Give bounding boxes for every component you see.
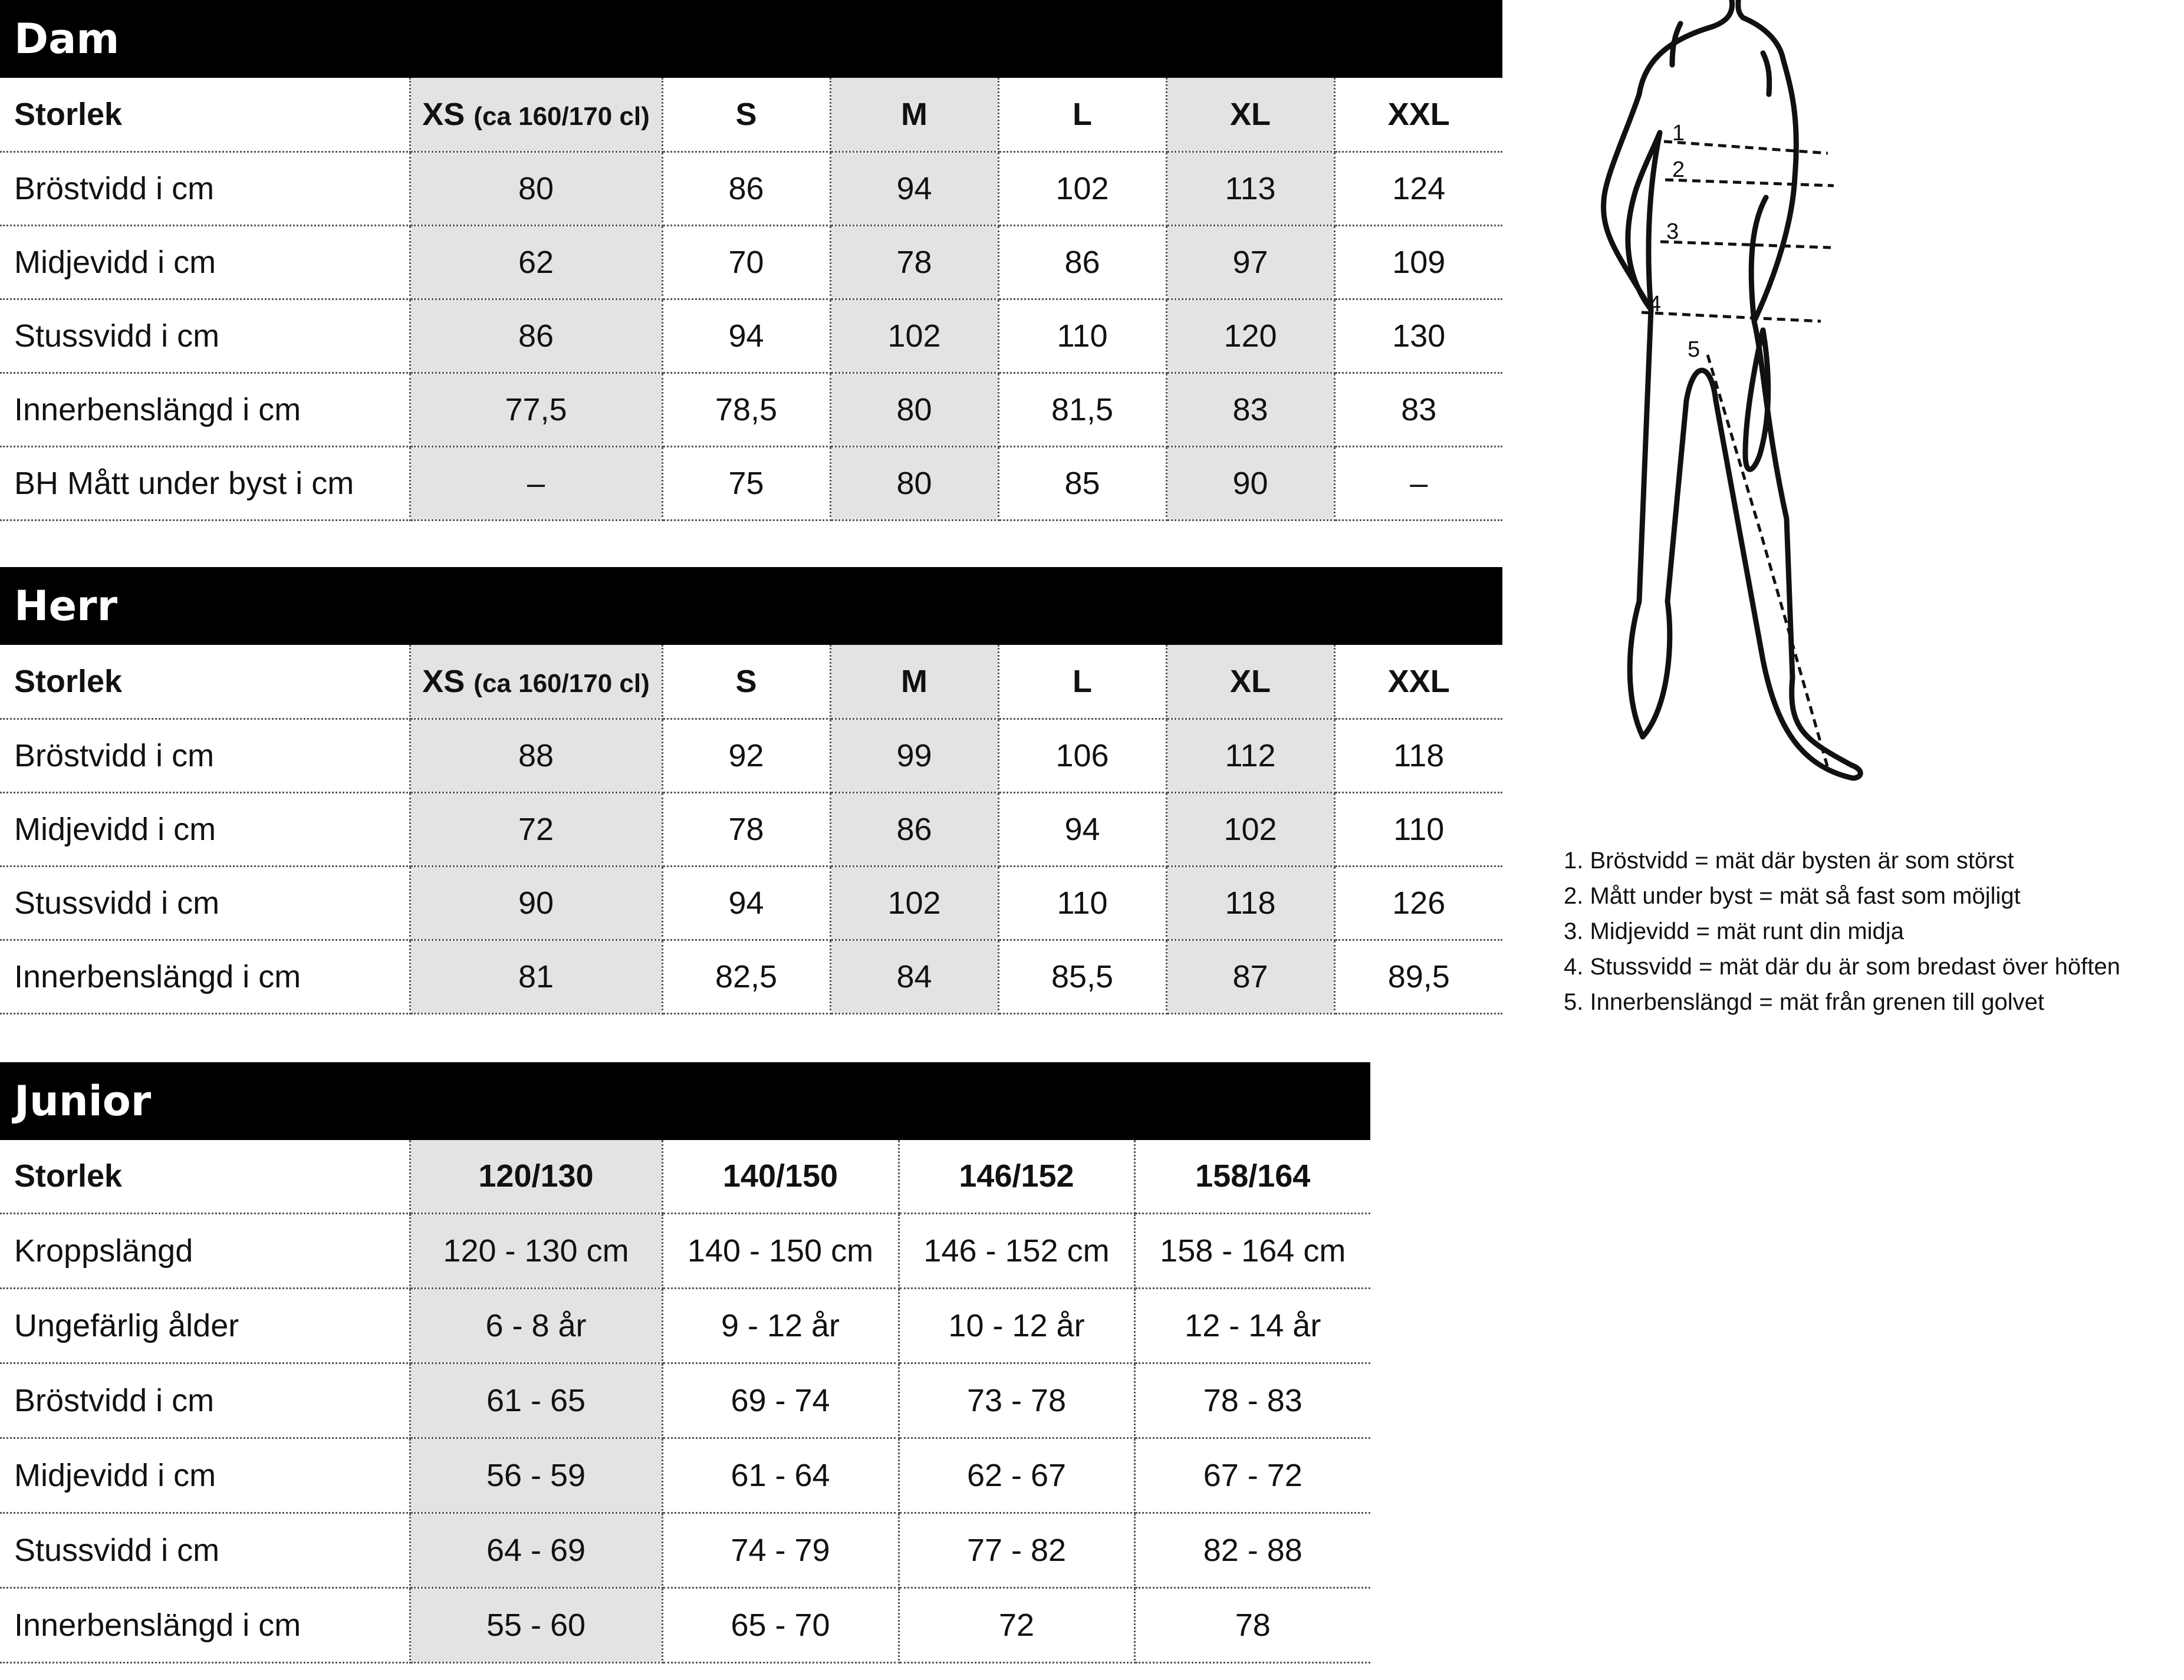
table-cell: 126 [1334,866,1502,940]
size-header: 120/130 [410,1140,662,1213]
table-cell: 69 - 74 [662,1363,899,1438]
legend-item: 2. Mått under byst = mät så fast som möjligt [1564,883,2021,909]
table-cell: 90 [410,866,662,940]
table-cell: 110 [998,866,1166,940]
table-cell: 110 [998,299,1166,373]
table-cell: 77,5 [410,373,662,446]
table-cell: 80 [410,151,662,225]
table-cell: 112 [1166,719,1334,792]
size-header: XXL [1334,645,1502,719]
table-row [0,1513,1370,1587]
table-cell: 78 [830,225,998,299]
table-cell: 99 [830,719,998,792]
table-cell: 72 [899,1587,1134,1662]
table-cell: 94 [998,792,1166,866]
marker-1: 1 [1672,121,1685,146]
table-cell: 102 [998,151,1166,225]
table-cell: 88 [410,719,662,792]
table-cell: 9 - 12 år [662,1288,899,1363]
row-label: Stussvidd i cm [0,1513,410,1587]
size-header: L [998,645,1166,719]
table-cell: 64 - 69 [410,1513,662,1587]
row-label: Midjevidd i cm [0,1438,410,1513]
herr-title: Herr [0,567,1502,645]
table-cell: 94 [830,151,998,225]
table-cell: 146 - 152 cm [899,1213,1134,1288]
table-cell: 109 [1334,225,1502,299]
table-cell: 90 [1166,446,1334,520]
row-label: Kroppslängd [0,1213,410,1288]
table-cell: 85,5 [998,940,1166,1013]
table-cell: 65 - 70 [662,1587,899,1662]
table-cell: 78 - 83 [1134,1363,1370,1438]
body-measurement-figure [1557,0,2040,825]
size-header: L [998,78,1166,151]
table-cell: 140 - 150 cm [662,1213,899,1288]
table-row [0,1363,1370,1438]
dam-title: Dam [0,0,1502,78]
table-cell: 72 [410,792,662,866]
herr-section [0,567,1502,1014]
table-cell: 86 [830,792,998,866]
table-cell: 102 [1166,792,1334,866]
table-row [0,1587,1370,1662]
row-label: Innerbenslängd i cm [0,373,410,446]
size-header: S [662,78,830,151]
table-row [0,1438,1370,1513]
marker-3: 3 [1666,219,1679,244]
row-label: Midjevidd i cm [0,792,410,866]
table-cell: 80 [830,446,998,520]
table-cell: 62 - 67 [899,1438,1134,1513]
table-cell: 81,5 [998,373,1166,446]
marker-2: 2 [1672,157,1685,182]
table-cell: 83 [1334,373,1502,446]
table-row [0,1288,1370,1363]
table-cell: 120 [1166,299,1334,373]
junior-size-table [0,1140,1370,1663]
row-label: Bröstvidd i cm [0,719,410,792]
table-cell: – [1334,446,1502,520]
size-header: M [830,645,998,719]
size-header-label: Storlek [0,78,410,151]
size-header: 146/152 [899,1140,1134,1213]
table-cell: 62 [410,225,662,299]
row-label: Stussvidd i cm [0,866,410,940]
legend-item: 3. Midjevidd = mät runt din midja [1564,918,1904,944]
table-cell: 86 [662,151,830,225]
table-cell: 78 [662,792,830,866]
table-cell: 86 [998,225,1166,299]
row-label: Innerbenslängd i cm [0,940,410,1013]
legend-item: 1. Bröstvidd = mät där bysten är som störst [1564,848,2014,874]
table-cell: – [410,446,662,520]
size-header: XXL [1334,78,1502,151]
table-cell: 120 - 130 cm [410,1213,662,1288]
size-header: M [830,78,998,151]
table-cell: 77 - 82 [899,1513,1134,1587]
body-outline [1604,0,1861,778]
table-header-row [0,1140,1370,1213]
junior-title: Junior [0,1062,1370,1140]
table-row [0,299,1502,373]
table-cell: 80 [830,373,998,446]
size-xs-header: XS (ca 160/170 cl) [410,645,662,719]
table-header-row [0,645,1502,719]
row-label: Bröstvidd i cm [0,151,410,225]
table-cell: 87 [1166,940,1334,1013]
table-cell: 94 [662,299,830,373]
row-label: Stussvidd i cm [0,299,410,373]
herr-size-table [0,645,1502,1014]
size-header: XL [1166,645,1334,719]
size-header: 158/164 [1134,1140,1370,1213]
table-cell: 94 [662,866,830,940]
table-row [0,792,1502,866]
table-cell: 10 - 12 år [899,1288,1134,1363]
size-xs-header: XS (ca 160/170 cl) [410,78,662,151]
table-cell: 83 [1166,373,1334,446]
marker-5: 5 [1688,337,1701,362]
row-label: Midjevidd i cm [0,225,410,299]
table-row [0,719,1502,792]
table-cell: 61 - 65 [410,1363,662,1438]
table-row [0,225,1502,299]
row-label: Ungefärlig ålder [0,1288,410,1363]
table-cell: 89,5 [1334,940,1502,1013]
size-header: 140/150 [662,1140,899,1213]
table-cell: 118 [1166,866,1334,940]
table-cell: 102 [830,299,998,373]
size-header: XL [1166,78,1334,151]
table-header-row [0,78,1502,151]
table-cell: 124 [1334,151,1502,225]
table-cell: 85 [998,446,1166,520]
table-cell: 78 [1134,1587,1370,1662]
measurement-legend [1564,843,2120,1020]
row-label: BH Mått under byst i cm [0,446,410,520]
legend-item: 5. Innerbenslängd = mät från grenen till golvet [1564,989,2044,1015]
table-cell: 56 - 59 [410,1438,662,1513]
table-row [0,373,1502,446]
table-cell: 110 [1334,792,1502,866]
table-row [0,1213,1370,1288]
table-cell: 75 [662,446,830,520]
table-cell: 61 - 64 [662,1438,899,1513]
table-row [0,151,1502,225]
size-header-label: Storlek [0,645,410,719]
table-cell: 67 - 72 [1134,1438,1370,1513]
table-cell: 6 - 8 år [410,1288,662,1363]
table-cell: 97 [1166,225,1334,299]
table-cell: 102 [830,866,998,940]
table-row [0,940,1502,1013]
dam-section [0,0,1502,521]
table-cell: 158 - 164 cm [1134,1213,1370,1288]
marker-4: 4 [1649,292,1662,317]
table-cell: 74 - 79 [662,1513,899,1587]
table-cell: 78,5 [662,373,830,446]
table-row [0,446,1502,520]
table-cell: 130 [1334,299,1502,373]
table-cell: 81 [410,940,662,1013]
table-cell: 84 [830,940,998,1013]
legend-item: 4. Stussvidd = mät där du är som bredast över höften [1564,954,2120,980]
row-label: Bröstvidd i cm [0,1363,410,1438]
table-cell: 70 [662,225,830,299]
table-cell: 113 [1166,151,1334,225]
table-cell: 92 [662,719,830,792]
table-cell: 12 - 14 år [1134,1288,1370,1363]
table-cell: 82,5 [662,940,830,1013]
table-cell: 106 [998,719,1166,792]
dam-size-table [0,78,1502,521]
table-cell: 86 [410,299,662,373]
table-cell: 118 [1334,719,1502,792]
junior-section [0,1062,1370,1663]
size-header: S [662,645,830,719]
table-cell: 82 - 88 [1134,1513,1370,1587]
table-row [0,866,1502,940]
table-cell: 55 - 60 [410,1587,662,1662]
row-label: Innerbenslängd i cm [0,1587,410,1662]
size-header-label: Storlek [0,1140,410,1213]
table-cell: 73 - 78 [899,1363,1134,1438]
